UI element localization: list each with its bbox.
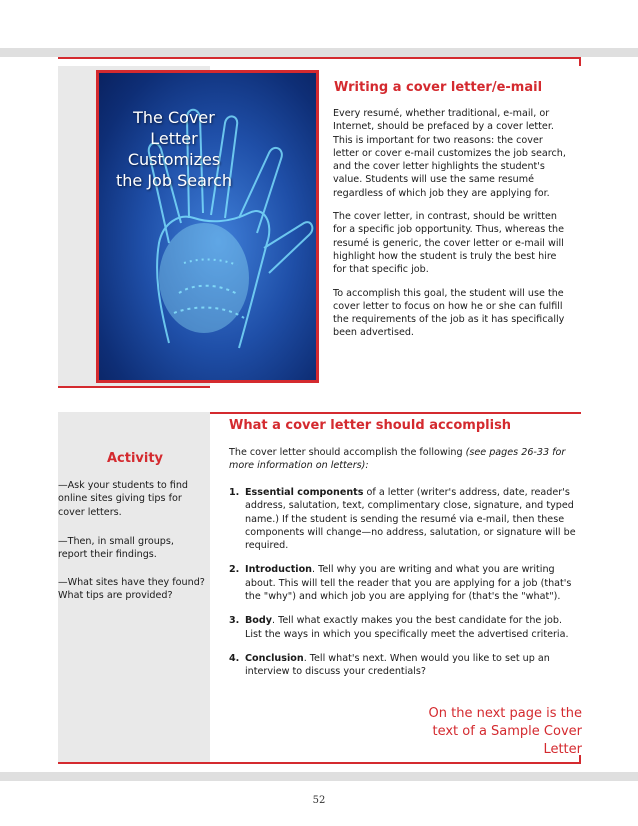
list-item [229, 563, 579, 603]
item-number: 1. [229, 487, 240, 498]
section1-heading: Writing a cover letter/e-mail [334, 80, 543, 95]
intro-reference: (see pages 26-33 for more information on letters): [229, 447, 566, 472]
panel-rule [58, 386, 210, 388]
activity-item: —Then, in small groups, report their findings. [58, 536, 174, 561]
section1-paragraph: To accomplish this goal, the student will use the cover letter to focus on how he or she can fulfill the requirements of the job as it has specifically been advertised. [333, 287, 565, 339]
intro-text: The cover letter should accomplish the following [229, 447, 466, 458]
item-number: 3. [229, 615, 240, 627]
section1-paragraph: The cover letter, in contrast, should be written for a specific job opportunity. Thus, whereas the resumé is generic, the cover letter or e-mail will highlight how the student is truly the best hire for that specific job. [333, 211, 565, 276]
section2-intro [229, 446, 581, 473]
top-rule [58, 57, 581, 59]
item-term: Body [245, 615, 273, 627]
list-item [229, 486, 579, 552]
right-tick-top [579, 57, 581, 66]
bottom-rule [58, 762, 581, 764]
next-page-note: On the next page is the text of a Sample Cover Letter [428, 706, 582, 757]
bottom-stripe [0, 772, 638, 781]
list-item [229, 652, 579, 679]
item-number: 2. [229, 564, 240, 576]
item-number: 4. [229, 652, 240, 664]
item-text: of a letter (writer's address, date, reader's address, salutation, text, complimentary close, signature, and typed name.) If the student is sending the resumé via e-mail, then these components will change—no address, salutation, or signature will be required. [245, 487, 576, 552]
item-term: Conclusion [245, 652, 304, 664]
activity-title: Activity [106, 451, 164, 466]
page-number: 52 [312, 795, 326, 806]
item-text: . Tell why you are writing and what you are writing about. This will tell the reader that you are applying for a job (that's the "why") and which job you are applying for (that's the "what"). [245, 564, 572, 603]
hero-title: The Cover Letter Customizes the Job Search [115, 108, 233, 190]
item-text: . Tell what exactly makes you the best candidate for the job. List the ways in which you specifically meet the advertised criteria. [245, 615, 569, 640]
activity-item: —Ask your students to find online sites giving tips for cover letters. [58, 480, 188, 518]
accomplish-list [229, 486, 579, 690]
activity-item: —What sites have they found? What tips are provided? [58, 577, 205, 602]
item-text: . Tell what's next. When would you like to set up an interview to discuss your credentials? [245, 652, 550, 678]
section1-paragraph: Every resumé, whether traditional, e-mail, or Internet, should be prefaced by a cover letter. This is important for two reasons: the cover letter or cover e-mail customizes the job search, and the cover letter highlights the student's value. Students will use the same resumé regardless of which job they are applying for. [333, 108, 566, 199]
item-term: Introduction [245, 564, 312, 576]
list-item [229, 614, 579, 641]
section1-body [333, 107, 571, 350]
item-term: Essential components [245, 487, 364, 498]
hero-image [96, 70, 319, 383]
section2-heading: What a cover letter should accomplish [229, 418, 512, 433]
top-stripe [0, 48, 638, 57]
section-rule [210, 412, 581, 414]
